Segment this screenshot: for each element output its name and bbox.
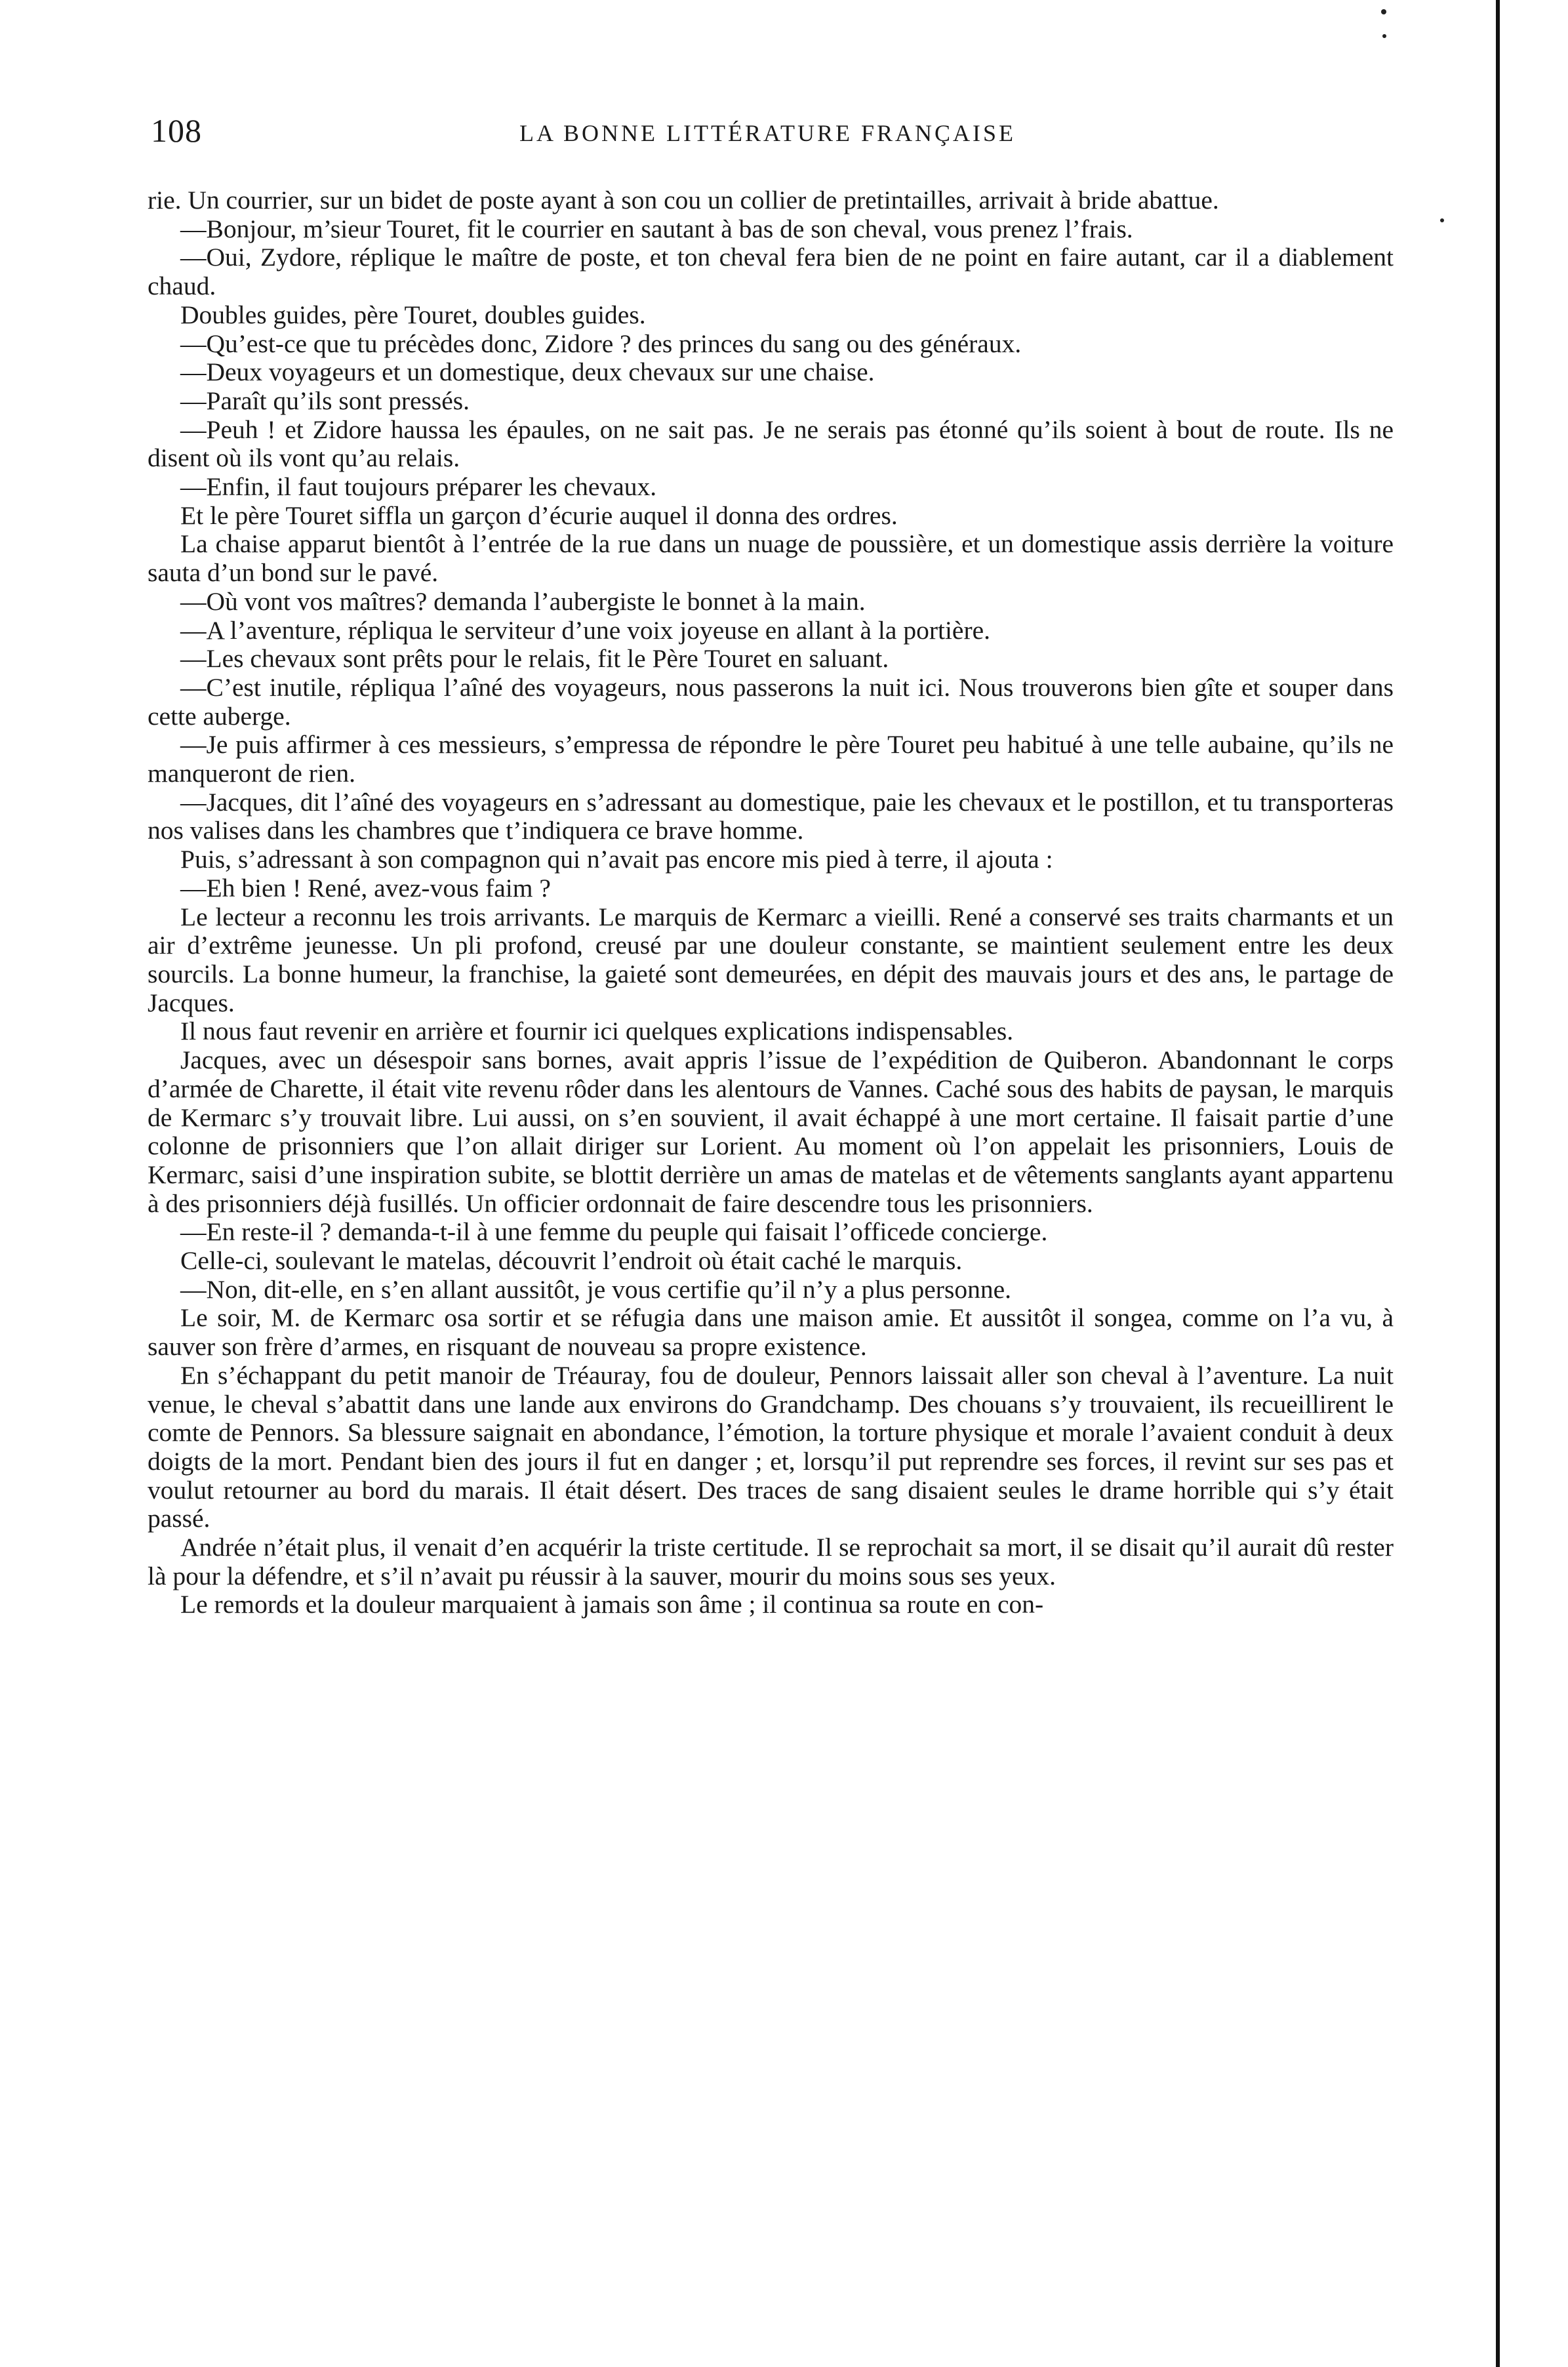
ink-speck [1382,34,1386,38]
paragraph: —C’est inutile, répliqua l’aîné des voyageurs, nous passerons la nuit ici. Nous trouverons bien gîte et souper dans cette auberge. [148,672,1394,731]
paragraph: Puis, s’adressant à son compagnon qui n’avait pas encore mis pied à terre, il ajouta : [180,845,1053,874]
paragraph: —Les chevaux sont prêts pour le relais, fit le Père Touret en saluant. [180,644,889,674]
paragraph: Andrée n’était plus, il venait d’en acquérir la triste certitude. Il se reprochait sa mort, il se disait qu’il aurait dû rester là pour la défendre, et s’il n’avait pu réussir à la sauver, mourir du moins sous ses yeux. [148,1533,1394,1590]
paragraph: —Non, dit-elle, en s’en allant aussitôt, je vous certifie qu’il n’y a plus personne. [180,1274,1011,1304]
paragraph: Il nous faut revenir en arrière et fournir ici quelques explications indispensables. [180,1017,1014,1046]
paragraph: Celle-ci, soulevant le matelas, découvrit l’endroit où était caché le marquis. [180,1246,963,1276]
paragraph: En s’échappant du petit manoir de Tréauray, fou de douleur, Pennors laissait aller son cheval à l’aventure. La nuit venue, le cheval s’abattit dans une lande aux environs do Grandchamp. Des chouans s’y trouvaient, ils recueillirent le comte de Pennors. Sa blessure saignait en abondance, l’émotion, la torture physique et morale l’avaient conduit à deux doigts de la mort. Pendant bien des jours il fut en danger ; et, lorsqu’il put reprendre ses forces, il revint sur ses pas et voulut retourner au bord du marais. Il était désert. Des traces de sang disaient seules le drame horrible qui s’y était passé. [148,1360,1394,1533]
paragraph: —Peuh ! et Zidore haussa les épaules, on ne sait pas. Je ne serais pas étonné qu’ils soient à bout de route. Ils ne disent où ils vont qu’au relais. [148,415,1394,473]
paragraph: rie. Un courrier, sur un bidet de poste ayant à son cou un collier de pretintailles, arrivait à bride abattue. [148,186,1219,214]
running-title: LA BONNE LITTÉRATURE FRANÇAISE [519,120,1016,146]
paragraph: Et le père Touret siffla un garçon d’écurie auquel il donna des ordres. [180,500,898,530]
ink-speck [1381,9,1386,14]
paragraph: —Eh bien ! René, avez-vous faim ? [180,873,551,902]
ink-speck [1440,218,1444,222]
paragraph: —En reste-il ? demanda-t-il à une femme du peuple qui faisait l’officede concierge. [180,1217,1048,1247]
paragraph: —Où vont vos maîtres? demanda l’aubergiste le bonnet à la main. [180,586,866,616]
paragraph: Le remords et la douleur marquaient à jamais son âme ; il continua sa route en con- [180,1590,1044,1619]
page-header [151,111,1384,164]
paragraph: —Qu’est-ce que tu précèdes donc, Zidore ? des princes du sang ou des généraux. [180,329,1022,358]
paragraph: —Bonjour, m’sieur Touret, fit le courrier en sautant à bas de son cheval, vous prenez l’frais. [180,214,1133,243]
paragraph: —A l’aventure, répliqua le serviteur d’une voix joyeuse en allant à la portière. [180,615,991,645]
paragraph: —Paraît qu’ils sont pressés. [180,386,470,415]
paragraph: —Jacques, dit l’aîné des voyageurs en s’adressant au domestique, paie les chevaux et le postillon, et tu transporteras nos valises dans les chambres que t’indiquera ce brave homme. [148,787,1394,845]
binding-edge-line [1496,0,1500,2367]
paragraph: Le lecteur a reconnu les trois arrivants. Le marquis de Kermarc a vieilli. René a conservé ses traits charmants et un air d’extrême jeunesse. Un pli profond, creusé par une douleur constante, se maintient seulement entre les deux sourcils. La bonne humeur, la franchise, la gaieté sont demeurées, en dépit des mauvais jours et des ans, le partage de Jacques. [148,902,1394,1017]
paragraph: —Deux voyageurs et un domestique, deux chevaux sur une chaise. [180,357,875,387]
paragraph: Doubles guides, père Touret, doubles guides. [180,300,646,329]
paragraph: —Enfin, il faut toujours préparer les chevaux. [180,472,657,502]
body-text [148,186,1394,1619]
paragraph: La chaise apparut bientôt à l’entrée de la rue dans un nuage de poussière, et un domestique assis derrière la voiture sauta d’un bond sur le pavé. [148,529,1394,588]
paragraph: —Oui, Zydore, réplique le maître de poste, et ton cheval fera bien de ne point en faire autant, car il a diablement chaud. [148,243,1394,301]
paragraph: Jacques, avec un désespoir sans bornes, avait appris l’issue de l’expédition de Quiberon. Abandonnant le corps d’armée de Charette, il était vite revenu rôder dans les alentours de Vannes. Caché sous des habits de paysan, le marquis de Kermarc s’y trouvait libre. Lui aussi, on s’en souvient, il avait échappé à une mort certaine. Il faisait partie d’une colonne de prisonniers que l’on allait diriger sur Lorient. Au moment où l’on appelait les prisonniers, Louis de Kermarc, saisi d’une inspiration subite, se blottit derrière un amas de matelas et de vêtements sanglants ayant appartenu à des prisonniers déjà fusillés. Un officier ordonnait de faire descendre tous les prisonniers. [148,1045,1394,1218]
paragraph: —Je puis affirmer à ces messieurs, s’empressa de répondre le père Touret peu habitué à une telle aubaine, qu’ils ne manqueront de rien. [148,730,1394,788]
page-number: 108 [151,112,202,149]
paragraph: Le soir, M. de Kermarc osa sortir et se réfugia dans une maison amie. Et aussitôt il songea, comme on l’a vu, à sauver son frère d’armes, en risquant de nouveau sa propre existence. [148,1303,1394,1362]
